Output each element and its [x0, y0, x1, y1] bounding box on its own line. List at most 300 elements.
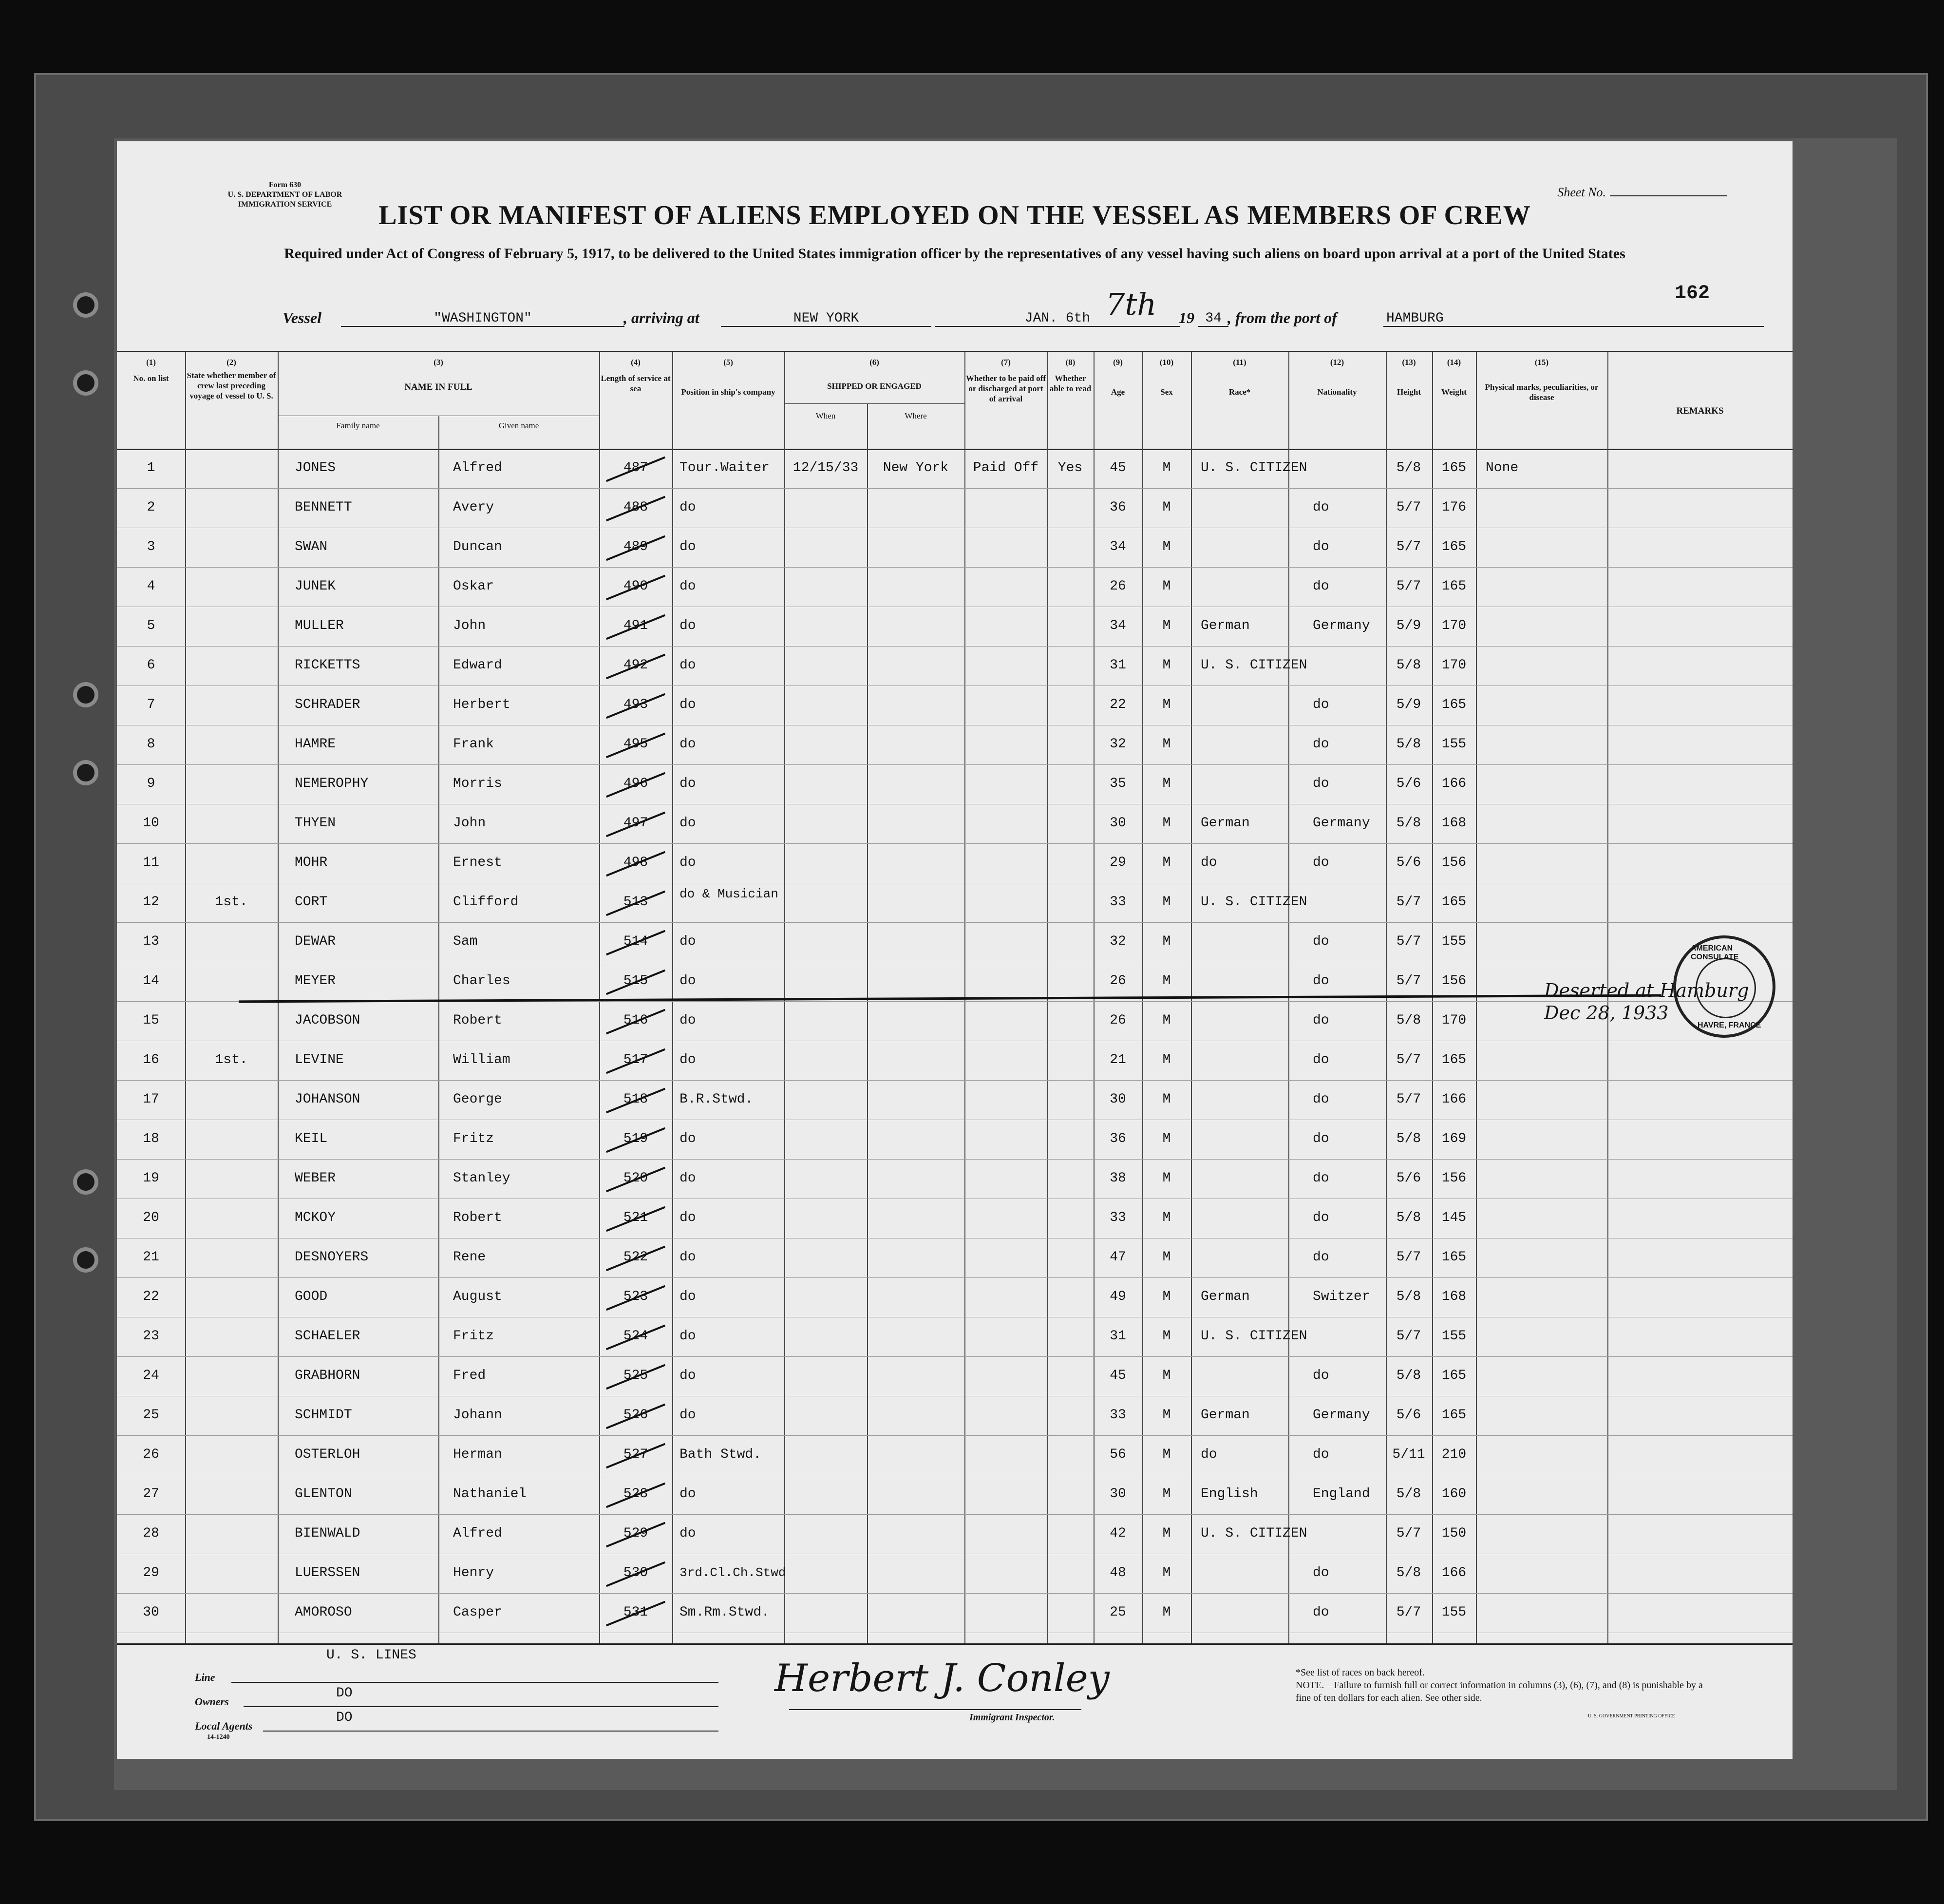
weight: 155: [1441, 737, 1467, 752]
service-length: 518: [623, 1092, 648, 1107]
sex: M: [1162, 1013, 1171, 1028]
family-name: LEVINE: [295, 1052, 344, 1067]
given-name: Oskar: [453, 579, 494, 594]
service-length: 523: [623, 1289, 648, 1304]
sex: M: [1162, 776, 1171, 791]
family-name: GLENTON: [295, 1486, 352, 1502]
sex: M: [1162, 460, 1171, 476]
weight: 165: [1441, 1408, 1467, 1423]
weight: 166: [1441, 776, 1467, 791]
sex: M: [1162, 500, 1171, 515]
col-position-header: [672, 357, 784, 397]
nationality: do: [1313, 1210, 1329, 1225]
given-name: Frank: [453, 737, 494, 752]
sheet-label: Sheet No.: [1557, 185, 1606, 199]
year-prefix: 19: [1179, 309, 1194, 326]
col-position-label: Position in ship's company: [681, 387, 775, 397]
binder-hole: [73, 292, 98, 318]
inspector-signature: Herbert J. Conley: [774, 1656, 1110, 1700]
col-age-header: [1094, 357, 1142, 397]
row-number: 29: [143, 1565, 159, 1580]
service-length: 522: [623, 1250, 648, 1265]
family-name: HAMRE: [295, 737, 336, 752]
col-no-number: (1): [146, 358, 156, 367]
nationality: do: [1313, 1013, 1329, 1028]
family-name: LUERSSEN: [295, 1565, 360, 1580]
sex: M: [1162, 697, 1171, 712]
nationality: do: [1313, 1171, 1329, 1186]
row-number: 23: [143, 1329, 159, 1344]
sex: M: [1162, 855, 1171, 870]
given-name: Ernest: [453, 855, 502, 870]
row-number: 17: [143, 1092, 159, 1107]
row-divider: [117, 1435, 1793, 1436]
arriving-label: , arriving at: [623, 309, 699, 326]
col-race-header: [1191, 357, 1288, 397]
position: do: [679, 1486, 696, 1502]
document-subtitle: Required under Act of Congress of February 5, 1917, to be delivered to the United States immigration officer by the representatives of any vessel having such aliens on board upon arrival at a port of the United States: [284, 246, 1625, 262]
sex: M: [1162, 816, 1171, 831]
family-name: KEIL: [295, 1131, 328, 1146]
position: Sm.Rm.Stwd.: [679, 1605, 770, 1620]
consulate-stamp: [1673, 935, 1775, 1038]
position: do: [679, 973, 696, 989]
weight: 168: [1441, 1289, 1467, 1304]
col-nationality-label: Nationality: [1317, 387, 1357, 397]
service-length: 530: [623, 1565, 648, 1580]
race: German: [1201, 1408, 1250, 1423]
height: 5/7: [1396, 579, 1421, 594]
arrival-port: NEW YORK: [721, 311, 931, 327]
col-prev-label: State whether member of crew last preceding voyage of vessel to U. S.: [187, 371, 276, 400]
sex: M: [1162, 1486, 1171, 1502]
service-length: 496: [623, 776, 648, 791]
height: 5/9: [1396, 618, 1421, 633]
col-prev-header: [185, 357, 278, 401]
height: 5/8: [1396, 1013, 1421, 1028]
given-name: John: [453, 816, 486, 831]
service-length: 487: [623, 460, 648, 476]
service-length: 521: [623, 1210, 648, 1225]
row-divider: [117, 764, 1793, 765]
service-length: 516: [623, 1013, 648, 1028]
height: 5/8: [1396, 1565, 1421, 1580]
given-name: Herbert: [453, 697, 510, 712]
service-length: 491: [623, 618, 648, 633]
col-name-label: NAME IN FULL: [404, 382, 472, 392]
weight: 145: [1441, 1210, 1467, 1225]
height: 5/7: [1396, 1052, 1421, 1067]
race: German: [1201, 618, 1250, 633]
position: Bath Stwd.: [679, 1447, 762, 1462]
position: Tour.Waiter: [679, 460, 770, 476]
sex: M: [1162, 1052, 1171, 1067]
nationality: do: [1313, 737, 1329, 752]
arrival-date: JAN. 6th: [935, 311, 1180, 327]
age: 35: [1110, 776, 1126, 791]
sex: M: [1162, 1447, 1171, 1462]
col-shipped-header: [784, 357, 964, 391]
family-name: JOHANSON: [295, 1092, 360, 1107]
row-number: 25: [143, 1408, 159, 1423]
row-divider: [117, 646, 1793, 647]
position: do: [679, 1250, 696, 1265]
age: 45: [1110, 1368, 1126, 1383]
col-no-label: No. on list: [133, 374, 169, 383]
desertion-note-line2: Dec 28, 1933: [1544, 1002, 1669, 1024]
nationality: Switzer: [1313, 1289, 1370, 1304]
col-prev-number: (2): [226, 358, 236, 367]
position: do: [679, 1526, 696, 1541]
binder-hole: [73, 370, 98, 396]
height: 5/7: [1396, 895, 1421, 910]
service-length: 492: [623, 658, 648, 673]
weight: 155: [1441, 1329, 1467, 1344]
given-name: Nathaniel: [453, 1486, 527, 1502]
height: 5/8: [1396, 1486, 1421, 1502]
sheet-number: [1557, 185, 1727, 200]
col-weight-number: (14): [1447, 358, 1461, 367]
weight: 160: [1441, 1486, 1467, 1502]
age: 30: [1110, 1486, 1126, 1502]
row-number: 16: [143, 1052, 159, 1067]
previous-voyage: 1st.: [215, 1052, 248, 1067]
race: U. S. CITIZEN: [1201, 895, 1307, 910]
height: 5/7: [1396, 934, 1421, 949]
family-name: CORT: [295, 895, 328, 910]
paid-off: Paid Off: [973, 460, 1039, 476]
age: 33: [1110, 895, 1126, 910]
col-age-number: (9): [1113, 358, 1123, 367]
given-name: Casper: [453, 1605, 502, 1620]
height: 5/8: [1396, 816, 1421, 831]
sex: M: [1162, 1092, 1171, 1107]
row-number: 12: [143, 895, 159, 910]
sex: M: [1162, 1131, 1171, 1146]
row-number: 11: [143, 855, 159, 870]
age: 32: [1110, 737, 1126, 752]
sex: M: [1162, 1210, 1171, 1225]
row-divider: [117, 685, 1793, 686]
family-name: GRABHORN: [295, 1368, 360, 1383]
position: do: [679, 618, 696, 633]
given-name: Avery: [453, 500, 494, 515]
shipped-when: 12/15/33: [793, 460, 859, 476]
service-length: 520: [623, 1171, 648, 1186]
col-nationality-header: [1288, 357, 1386, 397]
position: do: [679, 855, 696, 870]
position: do: [679, 1131, 696, 1146]
given-name: Clifford: [453, 895, 519, 910]
penalty-note: NOTE.—Failure to furnish full or correct information in columns (3), (6), (7), and (8) is punishable by a fine of ten dollars for each alien. See other side.: [1296, 1680, 1703, 1703]
nationality: do: [1313, 1565, 1329, 1580]
sex: M: [1162, 618, 1171, 633]
nationality: Germany: [1313, 1408, 1370, 1423]
service-length: 524: [623, 1329, 648, 1344]
given-name: Fred: [453, 1368, 486, 1383]
col-read-label: Whether able to read: [1049, 374, 1092, 393]
col-shipped-label: SHIPPED OR ENGAGED: [827, 381, 922, 391]
height: 5/9: [1396, 697, 1421, 712]
age: 30: [1110, 816, 1126, 831]
service-length: 497: [623, 816, 648, 831]
race: U. S. CITIZEN: [1201, 1329, 1307, 1344]
sex: M: [1162, 1171, 1171, 1186]
age: 26: [1110, 1013, 1126, 1028]
height: 5/7: [1396, 1526, 1421, 1541]
nationality: do: [1313, 1092, 1329, 1107]
given-name: Stanley: [453, 1171, 510, 1186]
col-remarks-header: REMARKS: [1676, 406, 1724, 416]
agents-value: DO: [336, 1710, 353, 1725]
age: 34: [1110, 539, 1126, 554]
service-length: 498: [623, 855, 648, 870]
age: 48: [1110, 1565, 1126, 1580]
line-value: U. S. LINES: [326, 1648, 416, 1663]
service-length: 526: [623, 1408, 648, 1423]
service-length: 517: [623, 1052, 648, 1067]
height: 5/7: [1396, 539, 1421, 554]
printer-mark: U. S. GOVERNMENT PRINTING OFFICE: [1588, 1714, 1675, 1719]
col-marks-header: [1476, 357, 1607, 402]
family-name: BENNETT: [295, 500, 352, 515]
weight: 156: [1441, 1171, 1467, 1186]
col-family-name-header: Family name: [336, 421, 380, 430]
age: 32: [1110, 934, 1126, 949]
height: 5/7: [1396, 1092, 1421, 1107]
weight: 170: [1441, 658, 1467, 673]
weight: 155: [1441, 934, 1467, 949]
col-where-header: Where: [905, 411, 927, 420]
service-length: 514: [623, 934, 648, 949]
height: 5/8: [1396, 1368, 1421, 1383]
nationality: do: [1313, 500, 1329, 515]
col-paid-header: [964, 357, 1047, 404]
form-number: Form 630: [268, 181, 302, 189]
family-name: SWAN: [295, 539, 328, 554]
col-sex-header: [1142, 357, 1191, 397]
position: do: [679, 1210, 696, 1225]
age: 49: [1110, 1289, 1126, 1304]
height: 5/7: [1396, 1250, 1421, 1265]
stamp-top-text: AMERICAN CONSULATE: [1691, 944, 1739, 961]
col-no-header: [117, 357, 185, 383]
row-divider: [117, 488, 1793, 489]
from-port-label: , from the port of: [1227, 309, 1337, 326]
previous-voyage: 1st.: [215, 895, 248, 910]
form-code: 14-1240: [207, 1733, 230, 1741]
age: 33: [1110, 1210, 1126, 1225]
given-name: Rene: [453, 1250, 486, 1265]
row-number: 9: [147, 776, 155, 791]
service-length: 490: [623, 579, 648, 594]
row-divider: [117, 922, 1793, 923]
age: 34: [1110, 618, 1126, 633]
col-weight-label: Weight: [1441, 387, 1467, 397]
family-name: MULLER: [295, 618, 344, 633]
nationality: do: [1313, 776, 1329, 791]
race: do: [1201, 855, 1217, 870]
row-number: 22: [143, 1289, 159, 1304]
weight: 169: [1441, 1131, 1467, 1146]
service-length: 527: [623, 1447, 648, 1462]
nationality: Germany: [1313, 816, 1370, 831]
family-name: MEYER: [295, 973, 336, 989]
family-name: JONES: [295, 460, 336, 476]
given-name: John: [453, 618, 486, 633]
weight: 165: [1441, 1052, 1467, 1067]
given-name: Alfred: [453, 460, 502, 476]
age: 36: [1110, 1131, 1126, 1146]
race: English: [1201, 1486, 1258, 1502]
row-divider: [117, 1356, 1793, 1357]
row-number: 13: [143, 934, 159, 949]
age: 38: [1110, 1171, 1126, 1186]
col-paid-label: Whether to be paid off or discharged at port of arrival: [965, 374, 1046, 403]
position: do: [679, 737, 696, 752]
col-name-header: [278, 357, 599, 392]
weight: 165: [1441, 579, 1467, 594]
race: U. S. CITIZEN: [1201, 1526, 1307, 1541]
height: 5/7: [1396, 973, 1421, 989]
age: 26: [1110, 579, 1126, 594]
height: 5/7: [1396, 1329, 1421, 1344]
sex: M: [1162, 1368, 1171, 1383]
sex: M: [1162, 1289, 1171, 1304]
family-name: GOOD: [295, 1289, 328, 1304]
col-sex-label: Sex: [1160, 387, 1173, 397]
position: do: [679, 1368, 696, 1383]
row-divider: [117, 1080, 1793, 1081]
age: 56: [1110, 1447, 1126, 1462]
family-name: SCHAELER: [295, 1329, 360, 1344]
weight: 166: [1441, 1565, 1467, 1580]
row-divider: [117, 1514, 1793, 1515]
position: do & Musician: [679, 887, 778, 901]
weight: 210: [1441, 1447, 1467, 1462]
age: 26: [1110, 973, 1126, 989]
row-number: 1: [147, 460, 155, 476]
col-when-header: When: [815, 411, 836, 420]
family-name: THYEN: [295, 816, 336, 831]
service-label: IMMIGRATION SERVICE: [238, 200, 332, 209]
weight: 150: [1441, 1526, 1467, 1541]
col-name-number: (3): [434, 358, 443, 367]
position: do: [679, 579, 696, 594]
row-divider: [117, 1159, 1793, 1160]
col-marks-label: Physical marks, peculiarities, or disease: [1485, 382, 1599, 402]
position: do: [679, 1289, 696, 1304]
row-number: 30: [143, 1605, 159, 1620]
age: 25: [1110, 1605, 1126, 1620]
family-name: SCHRADER: [295, 697, 360, 712]
col-read-number: (8): [1065, 358, 1076, 367]
col-service-number: (4): [631, 358, 641, 367]
position: do: [679, 1408, 696, 1423]
weight: 176: [1441, 500, 1467, 515]
weight: 165: [1441, 1368, 1467, 1383]
height: 5/8: [1396, 460, 1421, 476]
sex: M: [1162, 1605, 1171, 1620]
row-number: 24: [143, 1368, 159, 1383]
given-name: August: [453, 1289, 502, 1304]
col-given-name-header: Given name: [498, 421, 539, 430]
row-divider: [117, 843, 1793, 844]
row-number: 7: [147, 697, 155, 712]
col-shipped-number: (6): [869, 358, 879, 367]
family-name: MCKOY: [295, 1210, 336, 1225]
service-length: 531: [623, 1605, 648, 1620]
age: 22: [1110, 697, 1126, 712]
row-number: 28: [143, 1526, 159, 1541]
footer: [117, 1647, 1793, 1759]
age: 42: [1110, 1526, 1126, 1541]
row-number: 21: [143, 1250, 159, 1265]
given-name: Fritz: [453, 1329, 494, 1344]
col-marks-number: (15): [1534, 358, 1549, 367]
col-weight-header: [1432, 357, 1476, 397]
given-name: Morris: [453, 776, 502, 791]
service-length: 529: [623, 1526, 648, 1541]
height: 5/8: [1396, 1289, 1421, 1304]
col-height-label: Height: [1397, 387, 1421, 397]
nationality: do: [1313, 1131, 1329, 1146]
weight: 155: [1441, 1605, 1467, 1620]
col-service-header: [599, 357, 672, 394]
row-number: 6: [147, 658, 155, 673]
given-name: Fritz: [453, 1131, 494, 1146]
owners-label: Owners: [195, 1695, 229, 1708]
weight: 168: [1441, 816, 1467, 831]
given-name: Johann: [453, 1408, 502, 1423]
vessel-label: Vessel: [283, 309, 321, 326]
given-name: Robert: [453, 1210, 502, 1225]
given-name: Duncan: [453, 539, 502, 554]
height: 5/6: [1396, 776, 1421, 791]
height: 5/8: [1396, 737, 1421, 752]
family-name: DEWAR: [295, 934, 336, 949]
row-number: 4: [147, 579, 155, 594]
nationality: do: [1313, 973, 1329, 989]
position: do: [679, 1013, 696, 1028]
sex: M: [1162, 1250, 1171, 1265]
nationality: do: [1313, 697, 1329, 712]
age: 31: [1110, 1329, 1126, 1344]
family-name: DESNOYERS: [295, 1250, 369, 1265]
agents-label: Local Agents: [195, 1720, 253, 1732]
given-name: Henry: [453, 1565, 494, 1580]
col-position-number: (5): [723, 358, 733, 367]
service-length: 488: [623, 500, 648, 515]
sex: M: [1162, 1329, 1171, 1344]
sex: M: [1162, 895, 1171, 910]
race: German: [1201, 1289, 1250, 1304]
family-name: AMOROSO: [295, 1605, 352, 1620]
height: 5/7: [1396, 1605, 1421, 1620]
family-name: RICKETTS: [295, 658, 360, 673]
arrival-year: 34: [1198, 311, 1228, 327]
service-length: 493: [623, 697, 648, 712]
nationality: do: [1313, 855, 1329, 870]
nationality: do: [1313, 934, 1329, 949]
col-read-header: [1047, 357, 1094, 394]
given-name: William: [453, 1052, 510, 1067]
row-number: 26: [143, 1447, 159, 1462]
age: 31: [1110, 658, 1126, 673]
weight: 156: [1441, 973, 1467, 989]
sex: M: [1162, 1526, 1171, 1541]
given-name: Sam: [453, 934, 478, 949]
